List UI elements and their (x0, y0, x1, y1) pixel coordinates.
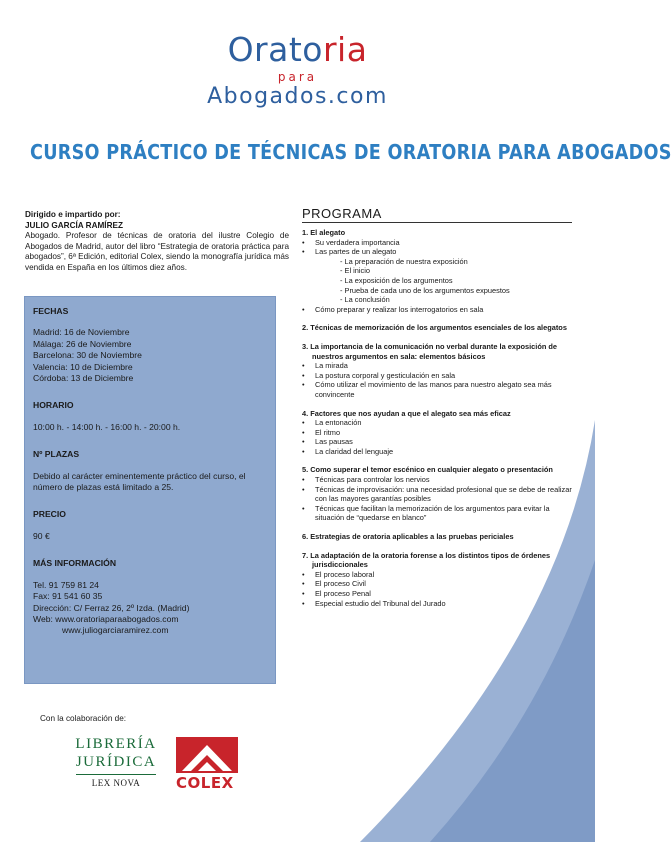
libreria-line2: JURÍDICA (75, 754, 157, 770)
plazas-heading: Nº PLAZAS (33, 449, 80, 460)
list-item: • La postura corporal y gesticulación en sala (302, 371, 572, 381)
sub-item: - Prueba de cada uno de los argumentos expuestos (340, 285, 510, 295)
sub-item: - La conclusión (340, 295, 390, 305)
colex-logo-text: COLEX (176, 774, 234, 792)
fecha-item: Valencia: 10 de Diciembre (33, 361, 133, 372)
programa-section-3 (302, 342, 572, 400)
programa-section-7 (302, 551, 572, 609)
list-item: • El ritmo (302, 428, 572, 438)
fecha-item: Madrid: 16 de Noviembre (33, 327, 130, 338)
precio-heading: PRECIO (33, 509, 66, 520)
logo-para: para (277, 70, 318, 84)
page-title: CURSO PRÁCTICO DE TÉCNICAS DE ORATORIA PARA ABOGADOS (30, 140, 672, 164)
programa-section-6 (302, 532, 572, 542)
list-item: • El proceso laboral (302, 570, 572, 580)
logo-oratoria: Oratoria (227, 30, 368, 69)
section-title: 3. La importancia de la comunicación no verbal durante la exposición de nuestros argumentos en sala: elementos básicos (302, 341, 558, 361)
libreria-line1: LIBRERÍA (75, 736, 157, 752)
intro-block (25, 210, 289, 274)
plazas-value: Debido al carácter eminentemente práctico del curso, el número de plazas está limitado a 25. (33, 470, 246, 493)
fecha-item: Málaga: 26 de Noviembre (33, 338, 132, 349)
info-fax: Fax: 91 541 60 35 (33, 591, 103, 602)
colex-logo-icon (176, 737, 238, 773)
list-item: • La mirada (302, 361, 572, 371)
programa-section-5 (302, 465, 572, 523)
info-tel: Tel. 91 759 81 24 (33, 579, 99, 590)
section-title: 4. Factores que nos ayudan a que el alegato sea más eficaz (302, 408, 511, 418)
collaboration-label: Con la colaboración de: (40, 714, 127, 723)
list-item: • Las pausas (302, 437, 572, 447)
list-item: • Técnicas de improvisación: una necesidad profesional que se debe de realizar con las mayores garantías posibles (302, 485, 572, 504)
programa-section-2 (302, 323, 572, 333)
sub-item: - El inicio (340, 266, 370, 276)
libreria-juridica-logo (70, 736, 162, 788)
fecha-item: Córdoba: 13 de Diciembre (33, 373, 134, 384)
list-item: • Técnicas que facilitan la memorización de los argumentos para evitar la situación de “quedarse en blanco” (302, 504, 572, 523)
horario-value: 10:00 h. - 14:00 h. - 16:00 h. - 20:00 h. (33, 421, 181, 432)
section-title: 2. Técnicas de memorización de los argumentos esenciales de los alegatos (302, 323, 567, 333)
list-item: • Cómo utilizar el movimiento de las manos para nuestro alegato sea más convincente (302, 380, 572, 399)
programa-section-4 (302, 409, 572, 457)
sub-item: - La exposición de los argumentos (340, 275, 453, 285)
precio-value: 90 € (33, 530, 50, 541)
programa-list (302, 228, 572, 617)
list-item: • Su verdadera importancia (302, 238, 572, 248)
fechas-heading: FECHAS (33, 306, 69, 316)
info-box-content (33, 306, 269, 637)
list-item: • Especial estudio del Tribunal del Jurado (302, 599, 572, 609)
logo-abogados: Abogados.com (207, 84, 388, 109)
list-item: • La entonación (302, 418, 572, 428)
intro-body: Abogado. Profesor de técnicas de oratoria del ilustre Colegio de Abogados de Madrid, autor del libro “Estrategia de oratoria práctica para abogados”, 6ª Edición, editorial Colex, siendo la monografía jurídica más vendida en España en los últimos diez años. (25, 231, 289, 272)
info-web-link-2[interactable]: www.juliogarciaramirez.com (62, 625, 169, 636)
programa-section-1 (302, 228, 572, 314)
list-item: • El proceso Civil (302, 579, 572, 589)
libreria-line3: LEX NOVA (91, 778, 141, 788)
section-title: 7. La adaptación de la oratoria forense a los distintos tipos de órdenes jurisdiccionales (302, 550, 551, 570)
list-item: • Las partes de un alegato (302, 247, 572, 257)
programa-rule (302, 222, 572, 223)
info-web-link[interactable]: Web: www.oratoriaparaabogados.com (33, 613, 179, 624)
list-item: • La claridad del lenguaje (302, 447, 572, 457)
section-title: 1. El alegato (302, 228, 346, 237)
fecha-item: Barcelona: 30 de Noviembre (33, 350, 142, 361)
list-item: • Cómo preparar y realizar los interrogatorios en sala (302, 305, 572, 315)
author-name: JULIO GARCÍA RAMÍREZ (25, 220, 123, 230)
list-item: • El proceso Penal (302, 589, 572, 599)
info-heading: MÁS INFORMACIÓN (33, 558, 117, 569)
section-title: 5. Como superar el temor escénico en cualquier alegato o presentación (302, 465, 553, 475)
sub-item: - La preparación de nuestra exposición (340, 256, 468, 266)
list-item: • Técnicas para controlar los nervios (302, 475, 572, 485)
intro-heading: Dirigido e impartido por: (25, 210, 121, 219)
horario-heading: HORARIO (33, 400, 74, 411)
section-title: 6. Estrategias de oratoria aplicables a las pruebas periciales (302, 532, 514, 542)
programa-title: PROGRAMA (302, 206, 382, 221)
info-address: Dirección: C/ Ferraz 26, 2º Izda. (Madrid) (33, 602, 190, 613)
libreria-rule (76, 774, 156, 775)
